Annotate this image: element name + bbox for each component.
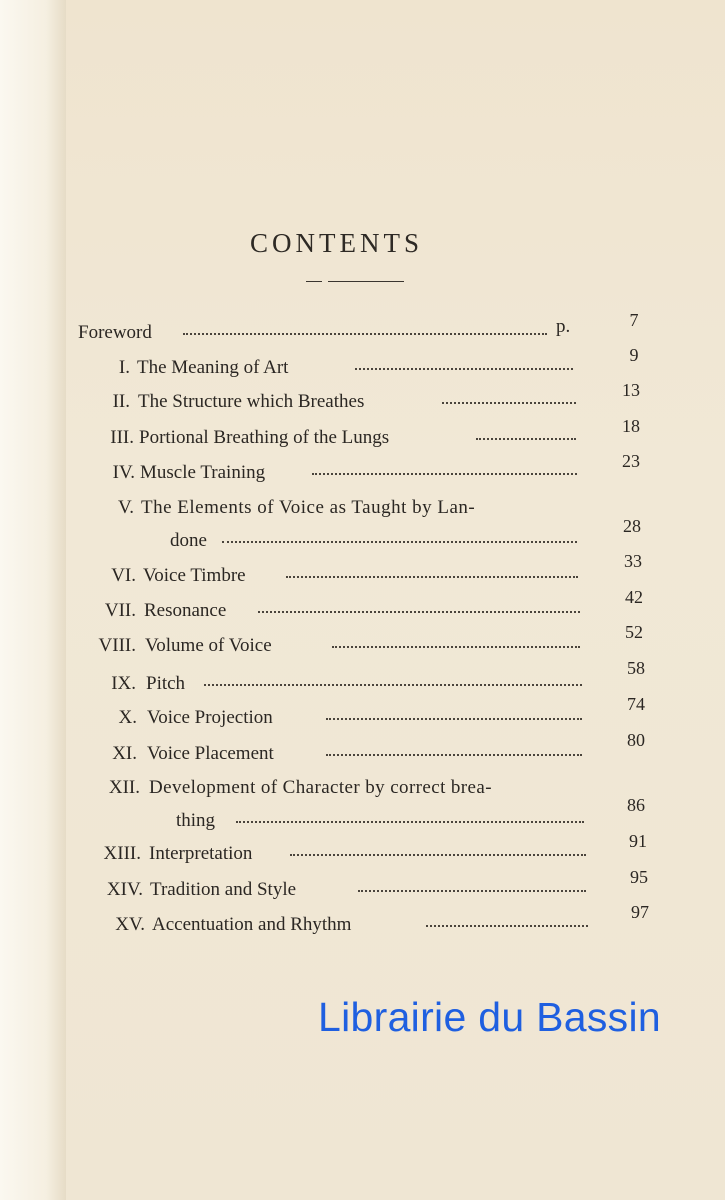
toc-entry-page: 9 bbox=[629, 345, 639, 365]
toc-entry-page: 18 bbox=[622, 416, 640, 436]
toc-entry-page: 58 bbox=[627, 658, 645, 678]
leader-dots bbox=[442, 398, 576, 404]
leader-dots bbox=[326, 714, 582, 720]
toc-entry-number: II. bbox=[112, 391, 130, 412]
leader-dots bbox=[332, 642, 580, 648]
toc-entry-number: XII. bbox=[108, 777, 140, 798]
toc-entry-page: 74 bbox=[627, 694, 645, 714]
toc-entry-number: I. bbox=[118, 357, 130, 378]
toc-entry-page: 7 bbox=[629, 310, 639, 330]
toc-entry-number: VI. bbox=[111, 565, 136, 586]
toc-entry-number: XI. bbox=[112, 743, 137, 764]
leader-dots bbox=[222, 537, 577, 543]
toc-entry-page: 28 bbox=[623, 516, 641, 536]
toc-entry-title: Volume of Voice bbox=[145, 635, 272, 656]
toc-entry-title: Development of Character by correct brea- bbox=[149, 777, 492, 798]
leader-dots bbox=[426, 921, 588, 927]
toc-entry-page: 86 bbox=[627, 795, 645, 815]
toc-entry-page: 42 bbox=[625, 587, 643, 607]
toc-entry bbox=[0, 914, 725, 940]
toc-entry-title: Foreword bbox=[78, 322, 152, 343]
toc-entry-number: VIII. bbox=[98, 635, 136, 656]
toc-entry-title-continuation: thing bbox=[176, 810, 216, 831]
toc-entry-title: Resonance bbox=[144, 600, 227, 621]
toc-entry-title-continuation: done bbox=[170, 530, 207, 551]
toc-entry-page: 13 bbox=[622, 380, 640, 400]
toc-entry-number: XIII. bbox=[103, 843, 141, 864]
toc-entry bbox=[0, 843, 725, 869]
toc-entry-title: Portional Breathing of the Lungs bbox=[139, 427, 390, 448]
toc-entry-title: Interpretation bbox=[149, 843, 253, 864]
leader-dots bbox=[236, 817, 584, 823]
toc-entry bbox=[0, 879, 725, 905]
leader-dots bbox=[358, 886, 586, 892]
toc-entry-title: The Structure which Breathes bbox=[138, 391, 365, 412]
toc-entry-page: 95 bbox=[630, 867, 648, 887]
toc-entry-page: 97 bbox=[631, 902, 649, 922]
leader-dots bbox=[312, 469, 577, 475]
leader-dots bbox=[286, 572, 578, 578]
toc-entry-number: X. bbox=[118, 707, 137, 728]
watermark-text: Librairie du Bassin bbox=[318, 994, 661, 1040]
page-column-marker: p. bbox=[556, 316, 571, 337]
toc-entry-title: Voice Placement bbox=[147, 743, 274, 764]
leader-dots bbox=[204, 680, 582, 686]
toc-entry-page: 23 bbox=[622, 451, 640, 471]
toc-entry-number: XIV. bbox=[106, 879, 143, 900]
leader-dots bbox=[355, 364, 573, 370]
toc-entry-page: 33 bbox=[624, 551, 642, 571]
toc-entry-page: 91 bbox=[629, 831, 647, 851]
leader-dots bbox=[290, 850, 586, 856]
toc-entry-title: The Elements of Voice as Taught by Lan- bbox=[141, 497, 476, 518]
toc-entry-title: Accentuation and Rhythm bbox=[152, 914, 352, 935]
toc-entry-title: Muscle Training bbox=[140, 462, 266, 483]
toc-entry-title: Voice Projection bbox=[147, 707, 273, 728]
leader-dots bbox=[258, 607, 580, 613]
toc-entry-title: Voice Timbre bbox=[143, 565, 246, 586]
toc-entry-number: IX. bbox=[111, 673, 136, 694]
toc-entry-number: III. bbox=[110, 427, 134, 448]
toc-entry-title: Pitch bbox=[146, 673, 186, 694]
leader-dots bbox=[326, 750, 582, 756]
toc-entry-number: VII. bbox=[104, 600, 136, 621]
toc-entry-number: IV. bbox=[112, 462, 135, 483]
toc-entry-title: Tradition and Style bbox=[150, 879, 297, 900]
toc-entry-title: The Meaning of Art bbox=[137, 357, 289, 378]
leader-dots bbox=[183, 329, 547, 335]
toc-entry-number: V. bbox=[117, 497, 134, 518]
toc-entry-page: 52 bbox=[625, 622, 643, 642]
leader-dots bbox=[476, 434, 576, 440]
toc-entry-page: 80 bbox=[627, 730, 645, 750]
toc-entry-number: XV. bbox=[115, 914, 145, 935]
contents-heading: CONTENTS bbox=[250, 228, 423, 258]
